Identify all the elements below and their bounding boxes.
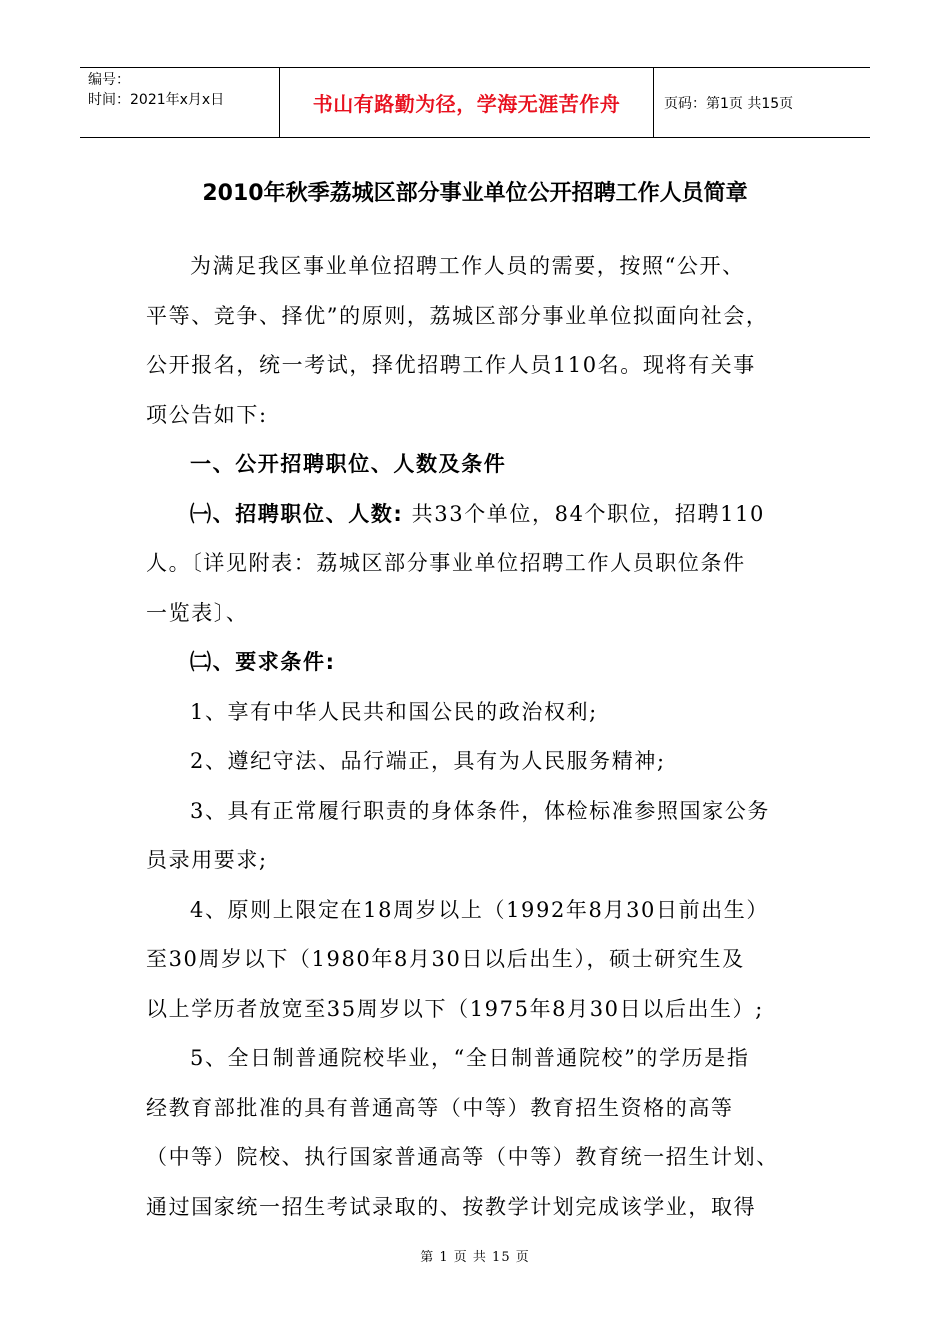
header-page-info: 页码：第1页 共15页 (664, 95, 794, 112)
header-meta (80, 68, 280, 137)
list-item: 5、全日制普通院校毕业，“全日制普通院校”的学历是指 (190, 1046, 750, 1070)
subsection-heading: ㈡、要求条件: (190, 650, 336, 674)
paragraph-line: 至30周岁以下（1980年8月30日以后出生），硕士研究生及 (146, 947, 745, 971)
document-body (146, 242, 826, 1232)
paragraph-line: 经教育部批准的具有普通高等（中等）教育招生资格的高等 (146, 1095, 734, 1120)
list-item: 2、遵纪守法、品行端正，具有为人民服务精神; (190, 749, 666, 773)
paragraph-line: 通过国家统一招生考试录取的、按教学计划完成该学业，取得 (146, 1194, 757, 1219)
paragraph-line: 平等、竞争、择优”的原则，荔城区部分事业单位拟面向社会， (146, 303, 769, 328)
paragraph-text: 共33个单位，84个职位，招聘110 (403, 501, 766, 526)
page-footer: 第 1 页 共 15 页 (420, 1250, 530, 1265)
paragraph-line: 项公告如下: (146, 402, 268, 427)
subsection-heading: ㈠、招聘职位、人数: (190, 501, 404, 526)
list-item: 4、原则上限定在18周岁以上（1992年8月30日前出生） (190, 897, 770, 922)
time-label: 时间：2021年x月x日 (88, 92, 225, 108)
page-header (80, 67, 870, 138)
paragraph-line: 以上学历者放宽至35周岁以下（1975年8月30日以后出生）; (146, 996, 764, 1021)
paragraph-line: 为满足我区事业单位招聘工作人员的需要，按照“公开、 (190, 254, 745, 278)
code-label: 编号： (88, 72, 130, 88)
paragraph-line: 一览表〕、 (146, 600, 249, 625)
paragraph-line: 公开报名，统一考试，择优招聘工作人员110名。现将有关事 (146, 353, 756, 377)
document-title: 2010年秋季荔城区部分事业单位公开招聘工作人员简章 (202, 181, 748, 206)
header-motto: 书山有路勤为径，学海无涯苦作舟 (280, 68, 654, 137)
paragraph-line: 员录用要求; (146, 848, 268, 872)
paragraph-line (146, 490, 826, 540)
paragraph-line: 人。〔详见附表：荔城区部分事业单位招聘工作人员职位条件 (146, 551, 746, 575)
paragraph-line: （中等）院校、执行国家普通高等（中等）教育统一招生计划、 (146, 1145, 779, 1169)
list-item: 1、享有中华人民共和国公民的政治权利; (190, 699, 598, 724)
list-item: 3、具有正常履行职责的身体条件，体检标准参照国家公务 (190, 798, 770, 823)
section-heading: 一、公开招聘职位、人数及条件 (190, 452, 507, 476)
